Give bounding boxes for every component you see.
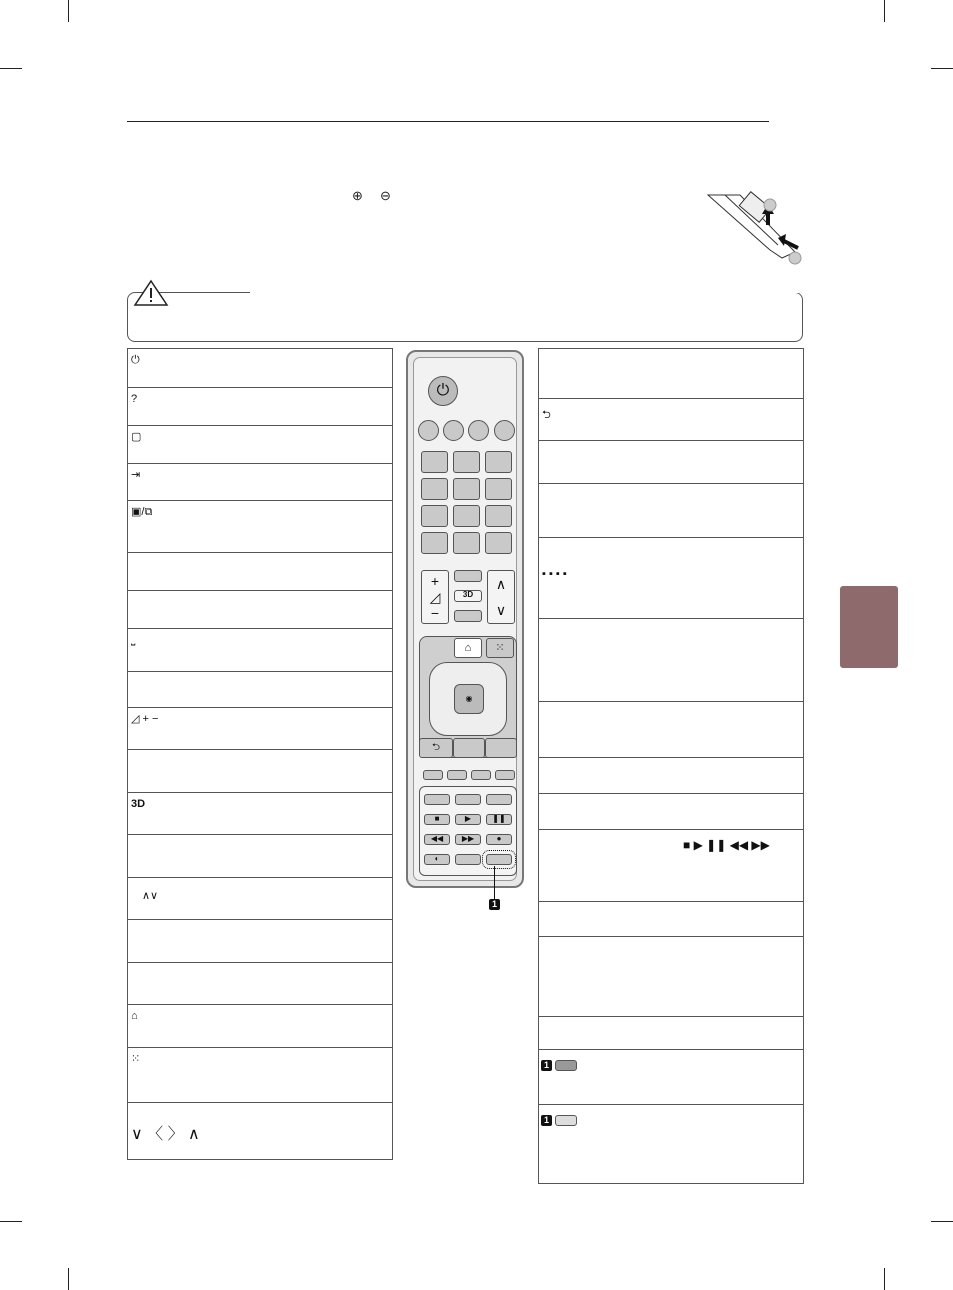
apps-icon: ⁙ — [131, 1053, 141, 1065]
number-key[interactable] — [421, 478, 448, 500]
playback-controls-icon: ■ ▶ ❚❚ ◀◀ ▶▶ — [683, 838, 770, 852]
pause-button[interactable]: ❚❚ — [486, 814, 512, 825]
table-row — [539, 349, 803, 399]
callout-badge: 1 — [541, 1060, 552, 1071]
table-row — [128, 793, 392, 835]
table-row — [539, 619, 803, 702]
table-row — [128, 1005, 392, 1048]
ok-button[interactable]: ◉ — [454, 684, 484, 714]
callout-leader — [494, 866, 495, 900]
table-row — [128, 349, 392, 388]
table-row — [539, 399, 803, 441]
number-key[interactable] — [453, 532, 480, 554]
power-icon: ⏻ — [436, 382, 450, 399]
plus-polarity-icon: ⊕ — [352, 188, 363, 203]
table-row — [539, 702, 803, 758]
custom-button[interactable] — [486, 854, 512, 865]
apps-button[interactable]: ⁙ — [486, 638, 514, 658]
help-button[interactable] — [418, 420, 439, 441]
back-button[interactable]: ⮌ — [419, 738, 453, 758]
help-icon: ? — [131, 393, 138, 405]
battery-cover-illustration — [700, 190, 810, 270]
table-row — [539, 794, 803, 830]
crop-mark — [0, 68, 22, 69]
color-keys-icon: ▪ ▪ ▪ ▪ — [542, 568, 567, 580]
minus-polarity-icon: ⊖ — [380, 188, 391, 203]
table-row — [539, 538, 803, 619]
table-row — [128, 835, 392, 878]
input-button[interactable] — [468, 420, 489, 441]
mute-button[interactable] — [454, 610, 482, 622]
section-tab — [840, 586, 898, 668]
table-row — [128, 672, 392, 708]
stop-button[interactable]: ■ — [424, 814, 450, 825]
green-button[interactable] — [447, 770, 467, 780]
power-icon: ⏻ — [131, 354, 140, 366]
caution-box — [127, 292, 803, 342]
crop-mark — [931, 68, 953, 69]
crop-mark — [0, 1221, 22, 1222]
table-row — [128, 426, 392, 464]
number-key[interactable] — [485, 478, 512, 500]
channel-rocker[interactable]: ∧ ∨ — [487, 570, 515, 624]
number-key[interactable] — [421, 532, 448, 554]
table-row — [539, 902, 803, 937]
three-d-icon: 3D — [131, 798, 146, 810]
crop-mark — [884, 1268, 885, 1290]
media-key[interactable]: ◐ — [424, 854, 450, 865]
table-row — [539, 484, 803, 538]
small-key[interactable] — [454, 570, 482, 582]
fast-forward-button[interactable]: ▶▶ — [455, 834, 481, 845]
custom-button-icon — [555, 1115, 577, 1126]
ratio-icon: ▢ — [131, 431, 142, 443]
table-row — [128, 501, 392, 553]
media-key[interactable] — [455, 854, 481, 865]
table-row — [539, 937, 803, 1017]
volume-rocker[interactable]: + ◿ − — [421, 570, 449, 624]
table-row — [539, 1050, 803, 1105]
table-row — [128, 878, 392, 920]
media-key[interactable] — [424, 794, 450, 805]
table-row — [128, 1048, 392, 1103]
crop-mark — [931, 1221, 953, 1222]
ratio-button[interactable] — [443, 420, 464, 441]
media-key[interactable] — [455, 794, 481, 805]
table-row — [128, 963, 392, 1005]
table-row — [128, 591, 392, 629]
exit-button[interactable] — [485, 738, 517, 758]
crop-mark — [884, 0, 885, 22]
table-row — [539, 1017, 803, 1050]
header-rule — [127, 121, 769, 122]
guide-button[interactable] — [453, 738, 485, 758]
table-row — [539, 1105, 803, 1183]
right-button-description-table — [538, 348, 804, 1184]
table-row — [128, 553, 392, 591]
table-row — [128, 1103, 392, 1159]
number-key[interactable] — [453, 505, 480, 527]
table-row — [539, 830, 803, 902]
remote-body — [413, 357, 517, 881]
home-button[interactable]: ⌂ — [454, 638, 482, 658]
play-button[interactable]: ▶ — [455, 814, 481, 825]
number-key[interactable] — [421, 505, 448, 527]
number-key[interactable] — [485, 532, 512, 554]
record-button[interactable]: ● — [486, 834, 512, 845]
number-key[interactable] — [453, 478, 480, 500]
blue-button[interactable] — [495, 770, 515, 780]
table-row — [128, 708, 392, 750]
navigation-arrows-icon: ∨ 〈 〉 ∧ — [131, 1126, 200, 1143]
number-key[interactable] — [421, 451, 448, 473]
back-icon: ⮌ — [542, 409, 551, 421]
table-row — [539, 758, 803, 794]
callout-badge: 1 — [489, 899, 500, 910]
power-button[interactable] — [428, 376, 458, 406]
custom-button-icon — [555, 1060, 577, 1071]
three-d-label: 3D — [462, 590, 474, 599]
number-key[interactable] — [485, 451, 512, 473]
media-key[interactable] — [486, 794, 512, 805]
table-row — [539, 441, 803, 484]
page-updown-icon: ∧∨ — [142, 890, 159, 902]
caution-gap — [250, 292, 803, 293]
remote-control-illustration — [406, 350, 524, 888]
space-icon: ⎵ — [131, 634, 136, 646]
rewind-button[interactable]: ◀◀ — [424, 834, 450, 845]
callout-badge: 1 — [541, 1115, 552, 1126]
crop-mark — [68, 0, 69, 22]
number-key[interactable] — [453, 451, 480, 473]
left-button-description-table — [127, 348, 393, 1160]
home-icon: ⌂ — [131, 1010, 138, 1022]
crop-mark — [68, 1268, 69, 1290]
tv-radio-icon: ▣/⧉ — [131, 506, 153, 518]
warning-triangle-icon — [133, 279, 169, 307]
input-icon: ⇥ — [131, 469, 141, 481]
yellow-button[interactable] — [471, 770, 491, 780]
table-row — [128, 464, 392, 501]
tv-radio-button[interactable] — [494, 420, 515, 441]
volume-icon: ◿ + − — [131, 713, 159, 725]
three-d-button[interactable] — [454, 590, 482, 602]
number-key[interactable] — [485, 505, 512, 527]
red-button[interactable] — [423, 770, 443, 780]
table-row — [128, 388, 392, 426]
table-row — [128, 920, 392, 963]
table-row — [128, 750, 392, 793]
table-row — [128, 629, 392, 672]
